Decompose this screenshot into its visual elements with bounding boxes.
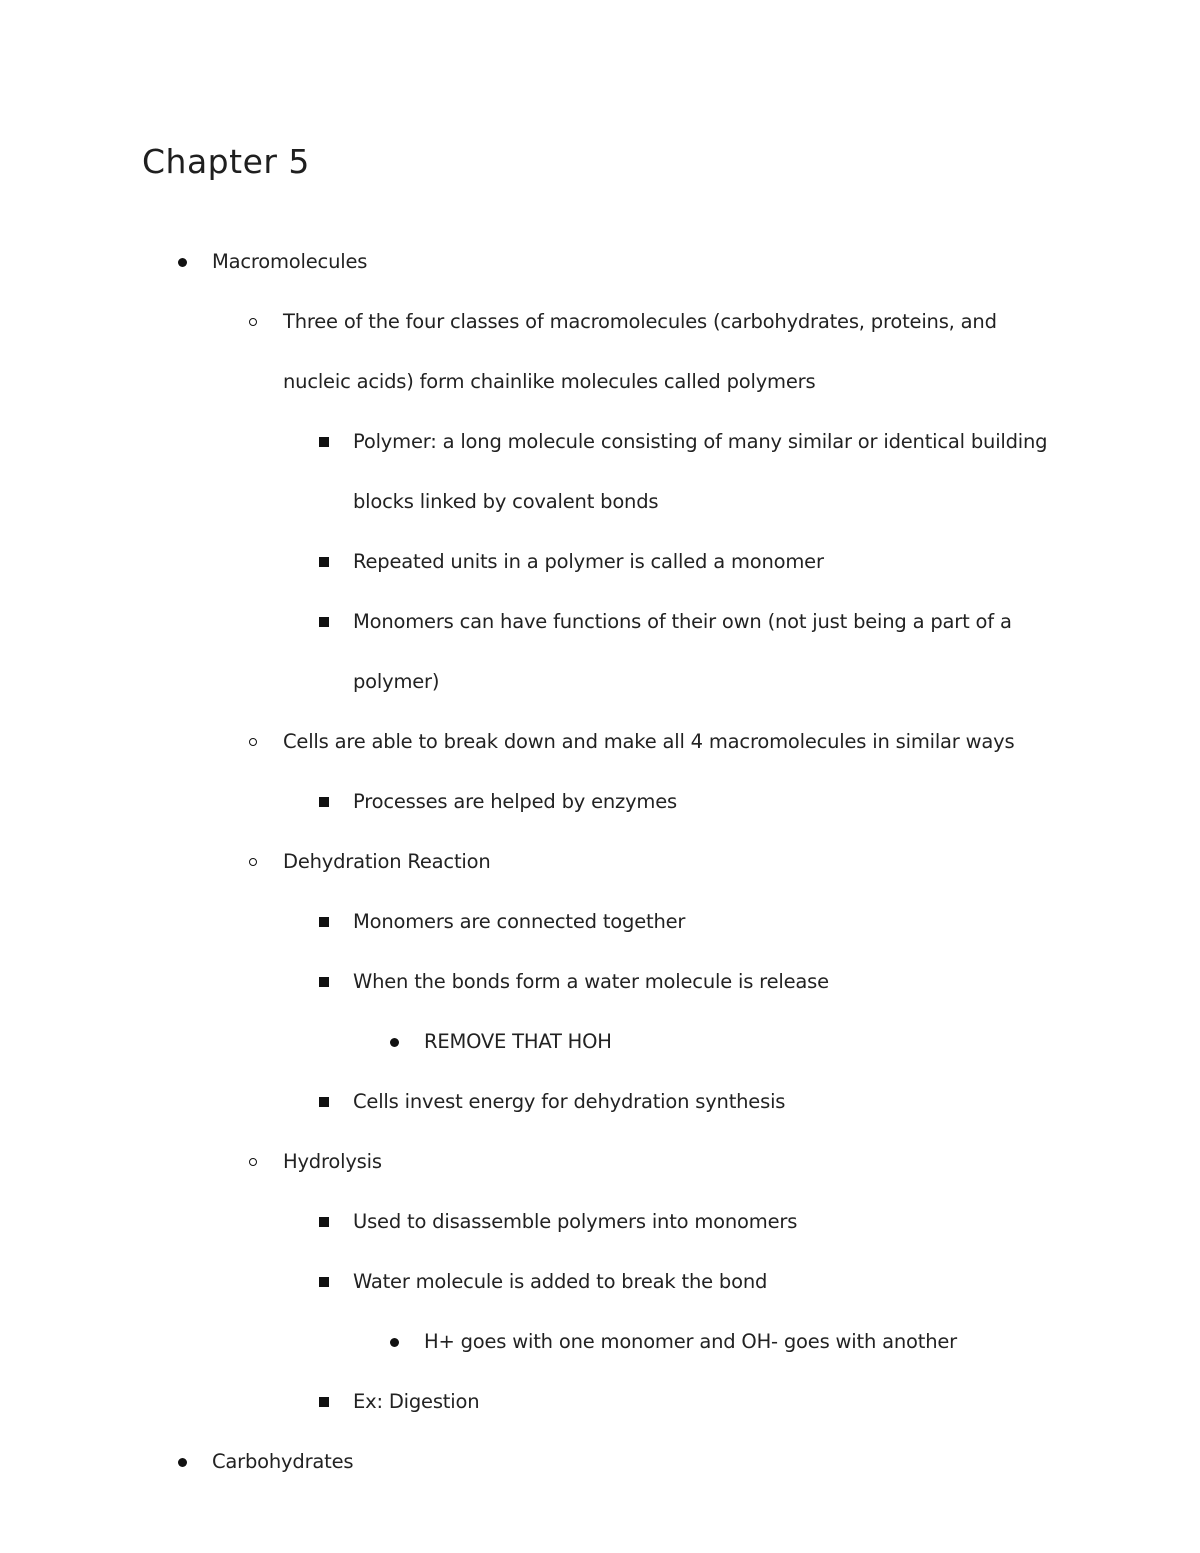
square-bullet-icon <box>319 1192 329 1252</box>
list-item-text: Cells are able to break down and make all 4 macromolecules in similar ways <box>283 730 1015 753</box>
list-item <box>0 1012 1074 1072</box>
square-bullet-icon <box>319 412 329 472</box>
list-item <box>0 1432 1062 1492</box>
disc-bullet-icon <box>390 1312 399 1372</box>
square-bullet-icon <box>319 952 329 1012</box>
list-item <box>0 592 1073 712</box>
bullet-list <box>0 232 1200 1492</box>
list-item-text: Cells invest energy for dehydration synthesis <box>353 1090 786 1113</box>
list-item <box>0 1192 1073 1252</box>
circle-bullet-icon <box>249 712 257 772</box>
list-item-text: Processes are helped by enzymes <box>353 790 677 813</box>
list-item-text: Hydrolysis <box>283 1150 382 1173</box>
list-item-text: Three of the four classes of macromolecules (carbohydrates, proteins, and nucleic acids) form chainlike molecules called polymers <box>283 310 997 393</box>
square-bullet-icon <box>319 532 329 592</box>
square-bullet-icon <box>319 1252 329 1312</box>
list-item <box>0 1372 1073 1432</box>
circle-bullet-icon <box>249 1132 257 1192</box>
list-item-text: Repeated units in a polymer is called a monomer <box>353 550 824 573</box>
list-item-text: Dehydration Reaction <box>283 850 491 873</box>
list-item <box>0 1252 1073 1312</box>
list-item <box>0 1072 1073 1132</box>
list-item-text: Monomers are connected together <box>353 910 686 933</box>
list-item <box>0 772 1073 832</box>
list-item <box>0 532 1073 592</box>
list-item-text: Polymer: a long molecule consisting of many similar or identical building blocks linked by covalent bonds <box>353 430 1048 513</box>
circle-bullet-icon <box>249 832 257 892</box>
list-item-text: Monomers can have functions of their own (not just being a part of a polymer) <box>353 610 1012 693</box>
list-item <box>0 712 1043 772</box>
list-item-text: Carbohydrates <box>212 1450 354 1473</box>
square-bullet-icon <box>319 1372 329 1432</box>
disc-bullet-icon <box>178 232 187 292</box>
list-item <box>0 232 1062 292</box>
list-item <box>0 1312 1074 1372</box>
list-item-text: Water molecule is added to break the bond <box>353 1270 768 1293</box>
list-item-text: Used to disassemble polymers into monomers <box>353 1210 798 1233</box>
list-item <box>0 892 1073 952</box>
list-item-text: Ex: Digestion <box>353 1390 480 1413</box>
square-bullet-icon <box>319 592 329 652</box>
page-title: Chapter 5 <box>142 142 310 181</box>
list-item-text: Macromolecules <box>212 250 368 273</box>
list-item <box>0 1132 1043 1192</box>
list-item <box>0 952 1073 1012</box>
list-item <box>0 412 1073 532</box>
list-item <box>0 832 1043 892</box>
square-bullet-icon <box>319 892 329 952</box>
list-item-text: REMOVE THAT HOH <box>424 1030 612 1053</box>
disc-bullet-icon <box>390 1012 399 1072</box>
list-item-text: H+ goes with one monomer and OH- goes with another <box>424 1330 957 1353</box>
square-bullet-icon <box>319 772 329 832</box>
disc-bullet-icon <box>178 1432 187 1492</box>
circle-bullet-icon <box>249 292 257 352</box>
square-bullet-icon <box>319 1072 329 1132</box>
list-item-text: When the bonds form a water molecule is release <box>353 970 829 993</box>
list-item <box>0 292 1043 412</box>
